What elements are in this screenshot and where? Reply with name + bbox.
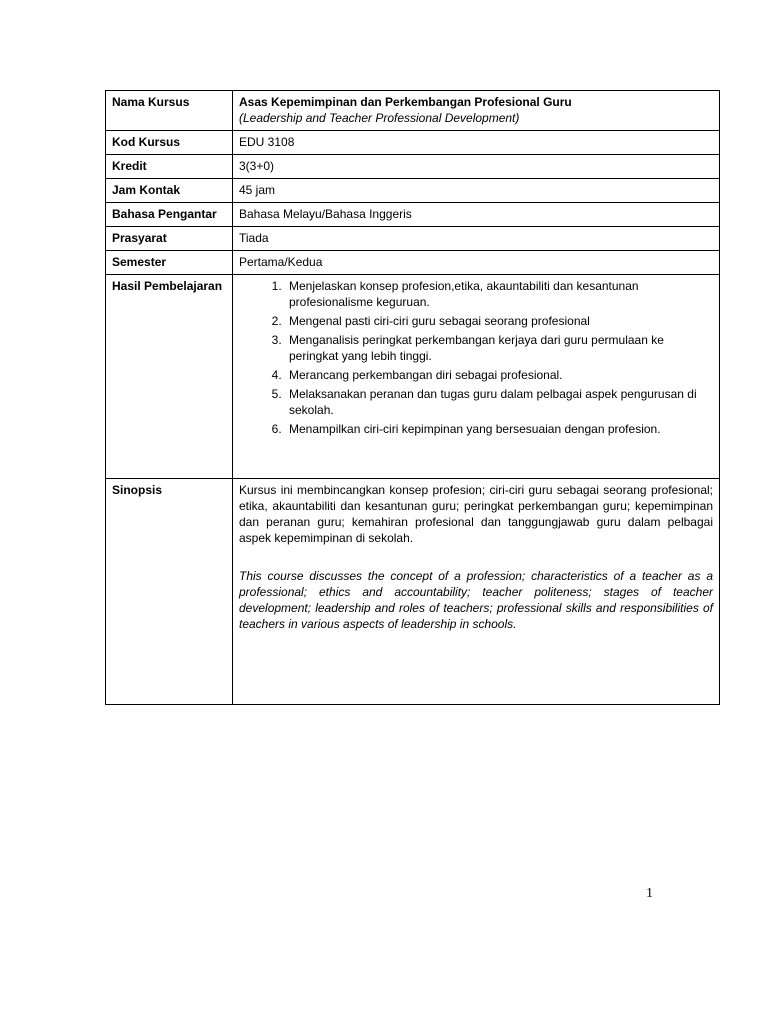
course-title-ms: Asas Kepemimpinan dan Perkembangan Profesional Guru [239, 95, 572, 109]
row-nama-kursus [106, 91, 720, 131]
value-jam-kontak: 45 jam [233, 179, 720, 203]
synopsis-english: This course discusses the concept of a profession; characteristics of a teacher as a professional; ethics and accountability; teacher politeness; stages of teacher development; leadership and roles of teachers; professional skills and responsibilities of teachers in various aspects of leadership in schools. [239, 569, 713, 631]
row-kredit [106, 155, 720, 179]
learning-outcome-item: 4. Merancang perkembangan diri sebagai profesional. [285, 367, 713, 383]
label-kod-kursus: Kod Kursus [106, 131, 233, 155]
course-title-en: (Leadership and Teacher Professional Development) [239, 111, 520, 125]
value-sinopsis [233, 479, 720, 705]
row-jam-kontak [106, 179, 720, 203]
label-bahasa-pengantar: Bahasa Pengantar [106, 203, 233, 227]
synopsis-malay: Kursus ini membincangkan konsep profesion; ciri-ciri guru sebagai seorang profesional; etika, akauntabiliti dan kesantunan guru; peringkat perkembangan guru; kepemimpinan dan peranan guru; kemahiran profesional dan tanggungjawab guru dalam pelbagai aspek kepemimpinan di sekolah. [239, 483, 713, 545]
value-prasyarat: Tiada [233, 227, 720, 251]
learning-outcome-item: 2. Mengenal pasti ciri-ciri guru sebagai seorang profesional [285, 313, 713, 329]
label-semester: Semester [106, 251, 233, 275]
row-sinopsis [106, 479, 720, 705]
row-semester [106, 251, 720, 275]
label-hasil-pembelajaran: Hasil Pembelajaran [106, 275, 233, 479]
label-kredit: Kredit [106, 155, 233, 179]
label-jam-kontak: Jam Kontak [106, 179, 233, 203]
row-kod-kursus [106, 131, 720, 155]
learning-outcomes-list [239, 278, 713, 437]
course-info-table [105, 90, 720, 705]
value-nama-kursus [233, 91, 720, 131]
row-hasil-pembelajaran [106, 275, 720, 479]
value-kredit: 3(3+0) [233, 155, 720, 179]
value-bahasa-pengantar: Bahasa Melayu/Bahasa Inggeris [233, 203, 720, 227]
value-hasil-pembelajaran [233, 275, 720, 479]
learning-outcome-item: 5. Melaksanakan peranan dan tugas guru dalam pelbagai aspek pengurusan di sekolah. [285, 386, 713, 418]
row-bahasa-pengantar [106, 203, 720, 227]
learning-outcome-item: 3. Menganalisis peringkat perkembangan kerjaya dari guru permulaan ke peringkat yang lebih tinggi. [285, 332, 713, 364]
learning-outcome-item: 6. Menampilkan ciri-ciri kepimpinan yang bersesuaian dengan profesion. [285, 421, 713, 437]
label-sinopsis: Sinopsis [106, 479, 233, 705]
value-kod-kursus: EDU 3108 [233, 131, 720, 155]
row-prasyarat [106, 227, 720, 251]
learning-outcome-item: 1. Menjelaskan konsep profesion,etika, akauntabiliti dan kesantunan profesionalisme keguruan. [285, 278, 713, 310]
page-number: 1 [646, 886, 653, 901]
value-semester: Pertama/Kedua [233, 251, 720, 275]
label-nama-kursus: Nama Kursus [106, 91, 233, 131]
label-prasyarat: Prasyarat [106, 227, 233, 251]
